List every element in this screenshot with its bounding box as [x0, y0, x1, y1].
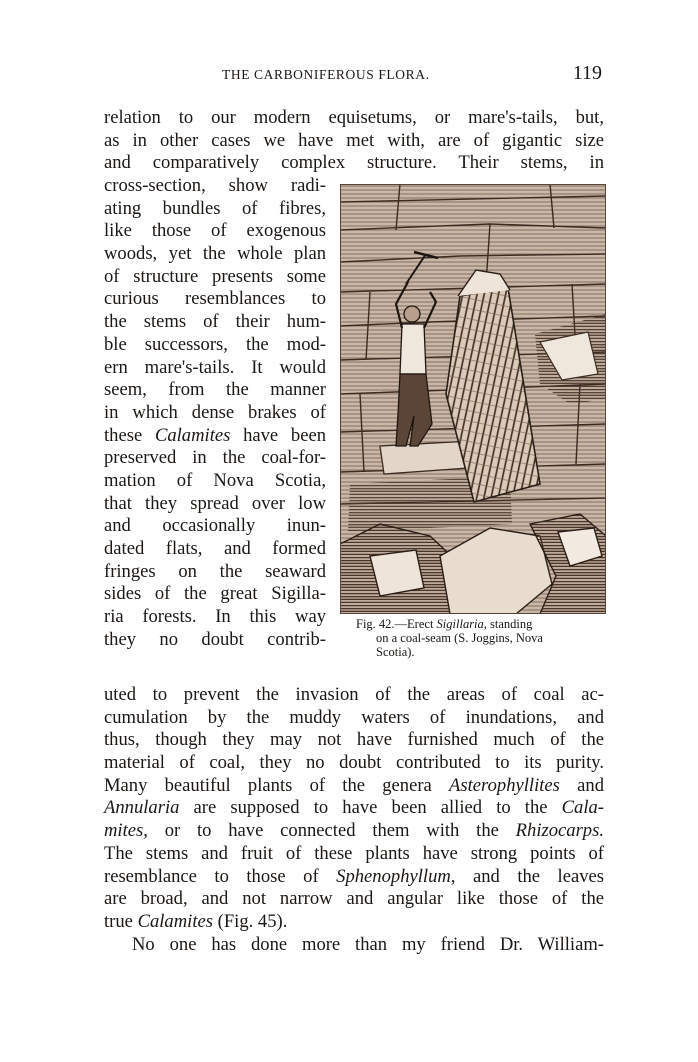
- text-line: ria forests. In this way: [104, 606, 326, 628]
- text-line: Many beautiful plants of the genera Asterophyllites and: [104, 774, 604, 796]
- text-line: the stems of their hum-: [104, 311, 326, 333]
- text-line: true Calamites (Fig. 45).: [104, 910, 288, 932]
- text-line: they no doubt contrib-: [104, 628, 326, 650]
- text-line: as in other cases we have met with, are of gigantic size: [104, 129, 604, 151]
- text-line: The stems and fruit of these plants have strong points of: [104, 842, 604, 864]
- text-line: ble successors, the mod-: [104, 333, 326, 355]
- body-text-wrap: [104, 175, 326, 651]
- caption-line: Scotia).: [376, 645, 415, 659]
- caption-line: on a coal-seam (S. Joggins, Nova: [376, 631, 543, 645]
- running-title: THE CARBONIFEROUS FLORA.: [222, 67, 430, 82]
- text-line: of structure presents some: [104, 265, 326, 287]
- figure-42-engraving: [340, 184, 606, 614]
- text-line: these Calamites have been: [104, 424, 327, 446]
- engraving-illustration: [340, 184, 606, 614]
- text-line: and occasionally inun-: [104, 515, 326, 537]
- text-line: ern mare's-tails. It would: [104, 356, 326, 378]
- text-line: like those of exogenous: [104, 220, 326, 242]
- text-line: in which dense brakes of: [104, 401, 326, 423]
- text-line: that they spread over low: [104, 492, 326, 514]
- text-line: cross-section, show radi-: [104, 175, 326, 196]
- text-line: woods, yet the whole plan: [104, 243, 326, 265]
- text-line: resemblance to those of Sphenophyllum, and the leaves: [104, 865, 604, 887]
- text-line: preserved in the coal-for-: [104, 447, 326, 469]
- body-text-bottom: [104, 684, 604, 956]
- text-line: sides of the great Sigilla-: [104, 583, 326, 605]
- text-line: cumulation by the muddy waters of inundations, and: [104, 706, 604, 728]
- caption-line: Fig. 42.—Erect Sigillaria, standing: [356, 617, 533, 631]
- text-line: No one has done more than my friend Dr. William-: [132, 933, 604, 955]
- text-line: relation to our modern equisetums, or mare's-tails, but,: [104, 107, 604, 128]
- figure-caption: [356, 617, 604, 659]
- text-line: mites, or to have connected them with the Rhizocarps.: [104, 820, 604, 842]
- text-line: uted to prevent the invasion of the areas of coal ac-: [104, 684, 604, 705]
- running-header: [104, 64, 604, 92]
- text-line: material of coal, they no doubt contributed to its purity.: [104, 752, 604, 774]
- page-number: 119: [572, 62, 602, 84]
- text-line: are broad, and not narrow and angular like those of the: [104, 888, 604, 910]
- text-line: thus, though they may not have furnished much of the: [104, 729, 604, 751]
- body-text-top: [104, 107, 604, 175]
- text-line: ating bundles of fibres,: [104, 197, 326, 219]
- text-line: mation of Nova Scotia,: [104, 469, 326, 491]
- text-line: Annularia are supposed to have been allied to the Cala-: [104, 797, 604, 819]
- text-line: seem, from the manner: [104, 379, 326, 401]
- text-line: fringes on the seaward: [104, 560, 326, 582]
- text-line: and comparatively complex structure. Their stems, in: [104, 152, 604, 174]
- text-line: curious resemblances to: [104, 288, 326, 310]
- text-line: dated flats, and formed: [104, 538, 326, 559]
